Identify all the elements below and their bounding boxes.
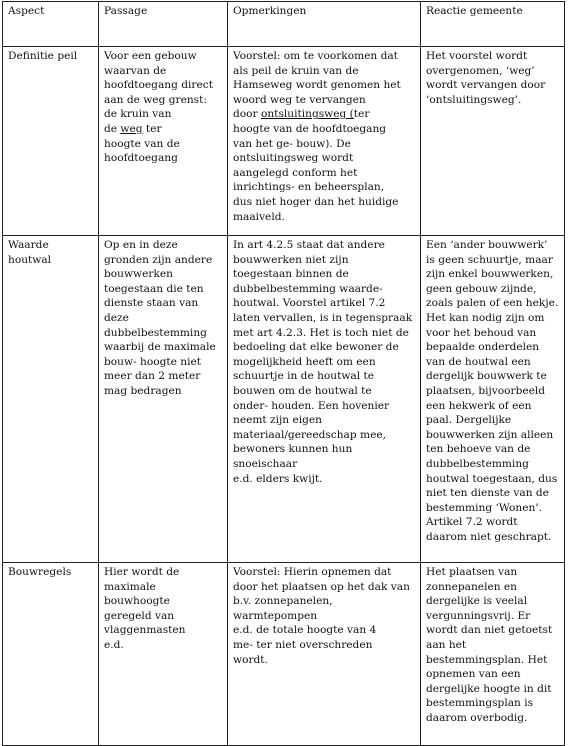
comments-table — [2, 1, 565, 746]
table-row — [3, 236, 565, 563]
passage-cell: Op en in deze gronden zijn andere bouwwerken toegestaan die ten dienste staan van deze dubbelbestemming waarbij de maximale bouw- hoogte niet meer dan 2 meter mag bedragen — [99, 236, 228, 563]
aspect-cell: Definitie peil — [3, 47, 99, 236]
response-cell: Het plaatsen van zonnepanelen en dergelijke is veelal vergunningsvrij. Er wordt dan niet getoetst aan het bestemmingsplan. Het opnemen van een dergelijke hoogte in dit bestemmingsplan is daarom overbodig. — [421, 563, 565, 746]
remarks-cell: In art 4.2.5 staat dat andere bouwwerken niet zijn toegestaan binnen de dubbelbestemming waarde- houtwal. Voorstel artikel 7.2 laten vervallen, is in tegenspraak met art 4.2.3. Het is toch niet de bedoeling dat elke bewoner de mogelijkheid heeft om een schuurtje in de houtwal te bouwen om de houtwal te onder- houden. Een hovenier neemt zijn eigen materiaal/gereedschap mee, bewoners kunnen hun snoeischaar e.d. elders kwijt. — [228, 236, 421, 563]
response-cell: Een ‘ander bouwwerk’ is geen schuurtje, maar zijn enkel bouwwerken, geen gebouw zijnde, zoals palen of een hekje. Het kan nodig zijn om voor het behoud van bepaalde onderdelen van de houtwal een dergelijk bouwwerk te plaatsen, bijvoorbeeld een hekwerk of een paal. Dergelijke bouwwerken zijn alleen ten behoeve van de dubbelbestemming houtwal toegestaan, dus niet ten dienste van de bestemming ‘Wonen’. Artikel 7.2 wordt daarom niet geschrapt. — [421, 236, 565, 563]
table-row — [3, 563, 565, 746]
remarks-cell: Voorstel: Hierin opnemen dat door het plaatsen op het dak van b.v. zonnepanelen, warmtepompen e.d. de totale hoogte van 4 me- ter niet overschreden wordt. — [228, 563, 421, 746]
aspect-cell: Waarde houtwal — [3, 236, 99, 563]
header-passage: Passage — [99, 2, 228, 47]
table-row — [3, 47, 565, 236]
header-response: Reactie gemeente — [421, 2, 565, 47]
aspect-cell: Bouwregels — [3, 563, 99, 746]
header-row — [3, 2, 565, 47]
underlined-word: weg — [120, 122, 143, 135]
response-cell: Het voorstel wordt overgenomen, ‘weg’ wordt vervangen door ‘ontsluitingsweg’. — [421, 47, 565, 236]
header-remarks: Opmerkingen — [228, 2, 421, 47]
passage-cell: Voor een gebouw waarvan de hoofdtoegang direct aan de weg grenst: de kruin van de weg ter hoogte van de hoofdtoegang — [99, 47, 228, 236]
passage-cell: Hier wordt de maximale bouwhoogte geregeld van vlaggenmasten e.d. — [99, 563, 228, 746]
remarks-cell: Voorstel: om te voorkomen dat als peil de kruin van de Hamseweg wordt genomen het woord weg te vervangen door ontsluitingsweg (ter hoogte van de hoofdtoegang van het ge- bouw). De ontsluitingsweg wordt aangelegd conform het inrichtings- en beheersplan, dus niet hoger dan het huidige maaiveld. — [228, 47, 421, 236]
underlined-word: ontsluitingsweg ( — [260, 108, 354, 121]
header-aspect: Aspect — [3, 2, 99, 47]
